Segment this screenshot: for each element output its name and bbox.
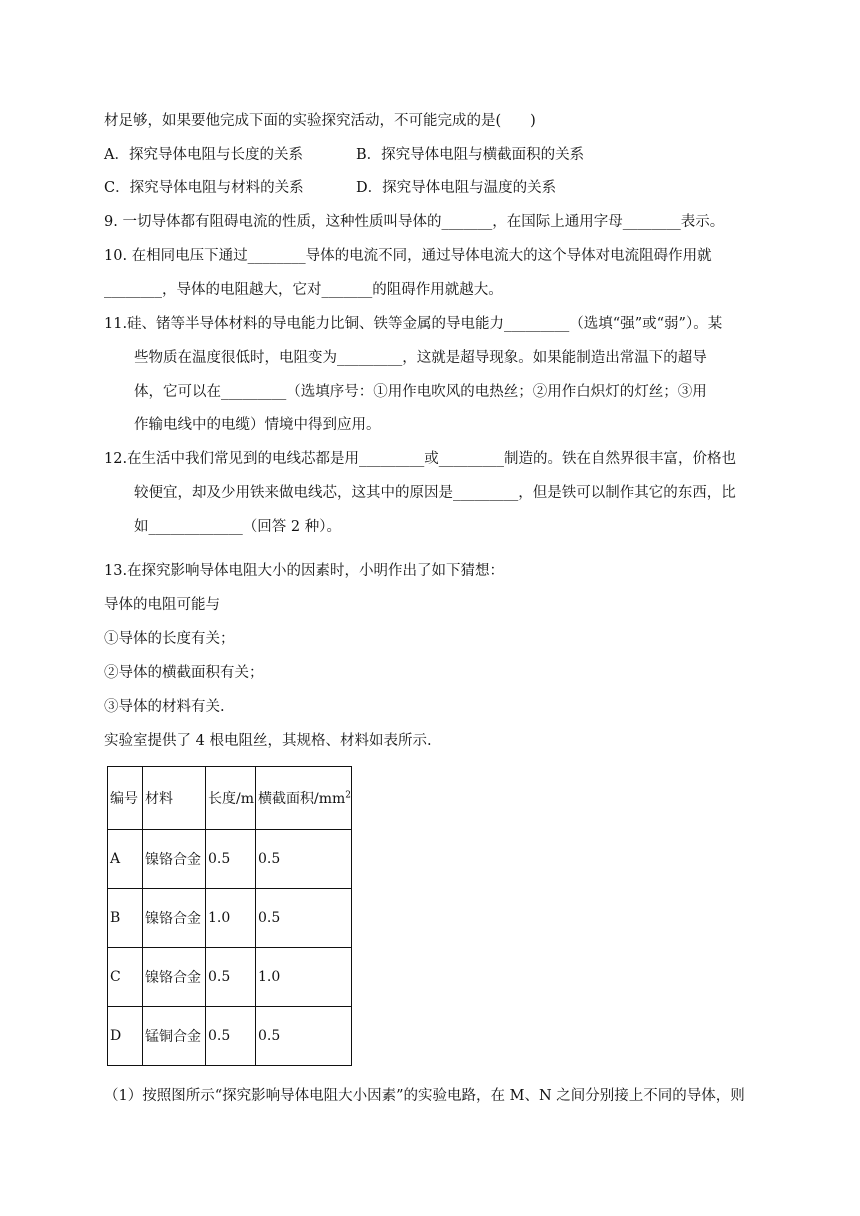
question-12-line-1: 12.在生活中我们常见到的电线芯都是用_________或_________制造的。铁在自然界很丰富，价格也 xyxy=(104,451,737,467)
header-id: 编号 xyxy=(108,767,143,830)
cell-area: 0.5 xyxy=(256,889,352,948)
guess-1: ①导体的长度有关； xyxy=(104,631,235,647)
header-length: 长度/m xyxy=(206,767,256,830)
table-header-row xyxy=(108,767,352,830)
guess-3: ③导体的材料有关. xyxy=(104,699,225,715)
cell-area: 0.5 xyxy=(256,830,352,889)
cell-id: D xyxy=(108,1007,143,1066)
cell-length: 0.5 xyxy=(206,1007,256,1066)
intro-line: 材足够，如果要他完成下面的实验探究活动，不可能完成的是( ) xyxy=(104,113,536,129)
question-10-line-2: ________，导体的电阻越大，它对_______的阻碍作用就越大。 xyxy=(104,282,503,298)
cell-id: A xyxy=(108,830,143,889)
option-b: B．探究导体电阻与横截面积的关系 xyxy=(356,147,585,163)
resistance-wire-table xyxy=(107,766,352,1066)
table-intro: 实验室提供了 4 根电阻丝，其规格、材料如表所示. xyxy=(104,733,432,749)
table-row xyxy=(108,1007,352,1066)
cell-id: B xyxy=(108,889,143,948)
cell-length: 0.5 xyxy=(206,830,256,889)
cell-material: 镍铬合金 xyxy=(143,948,206,1007)
question-10-line-1: 10. 在相同电压下通过________导体的电流不同，通过导体电流大的这个导体对电流阻碍作用就 xyxy=(104,248,712,264)
question-9: 9. 一切导体都有阻碍电流的性质，这种性质叫导体的_______，在国际上通用字母________表示。 xyxy=(104,214,725,230)
cell-material: 锰铜合金 xyxy=(143,1007,206,1066)
header-area-exponent: 2 xyxy=(345,790,352,801)
cell-material: 镍铬合金 xyxy=(143,889,206,948)
question-13-part-1: （1）按照图所示“探究影响导体电阻大小因素”的实验电路，在 M、N 之间分别接上不同的导体，则 xyxy=(104,1088,745,1104)
guess-2: ②导体的横截面积有关； xyxy=(104,665,264,681)
question-12-line-2: 较便宜，却及少用铁来做电线芯，这其中的原因是_________，但是铁可以制作其它的东西，比 xyxy=(134,485,736,501)
cell-length: 0.5 xyxy=(206,948,256,1007)
cell-area: 0.5 xyxy=(256,1007,352,1066)
question-11-line-1: 11.硅、锗等半导体材料的导电能力比铜、铁等金属的导电能力_________（选填“强”或“弱”）。某 xyxy=(104,316,723,332)
table-row xyxy=(108,830,352,889)
option-a: A．探究导体电阻与长度的关系 xyxy=(104,147,303,163)
cell-id: C xyxy=(108,948,143,1007)
cell-material: 镍铬合金 xyxy=(143,830,206,889)
header-area-text: 横截面积/mm xyxy=(258,791,346,807)
question-11-line-4: 作输电线中的电缆）情境中得到应用。 xyxy=(134,417,381,433)
cell-length: 1.0 xyxy=(206,889,256,948)
option-d: D．探究导体电阻与温度的关系 xyxy=(356,180,557,196)
cell-area: 1.0 xyxy=(256,948,352,1007)
question-12-line-3: 如_____________（回答 2 种）。 xyxy=(134,519,341,535)
question-13-lead: 导体的电阻可能与 xyxy=(104,597,220,613)
header-material: 材料 xyxy=(143,767,206,830)
question-11-line-3: 体，它可以在_________（选填序号：①用作电吹风的电热丝；②用作白炽灯的灯丝；③用 xyxy=(134,384,707,400)
table-row xyxy=(108,889,352,948)
table-row xyxy=(108,948,352,1007)
question-11-line-2: 些物质在温度很低时，电阻变为_________，这就是超导现象。如果能制造出常温下的超导 xyxy=(134,350,707,366)
header-area xyxy=(256,767,352,830)
question-13-stem: 13.在探究影响导体电阻大小的因素时，小明作出了如下猜想： xyxy=(104,563,505,579)
option-c: C．探究导体电阻与材料的关系 xyxy=(104,180,304,196)
